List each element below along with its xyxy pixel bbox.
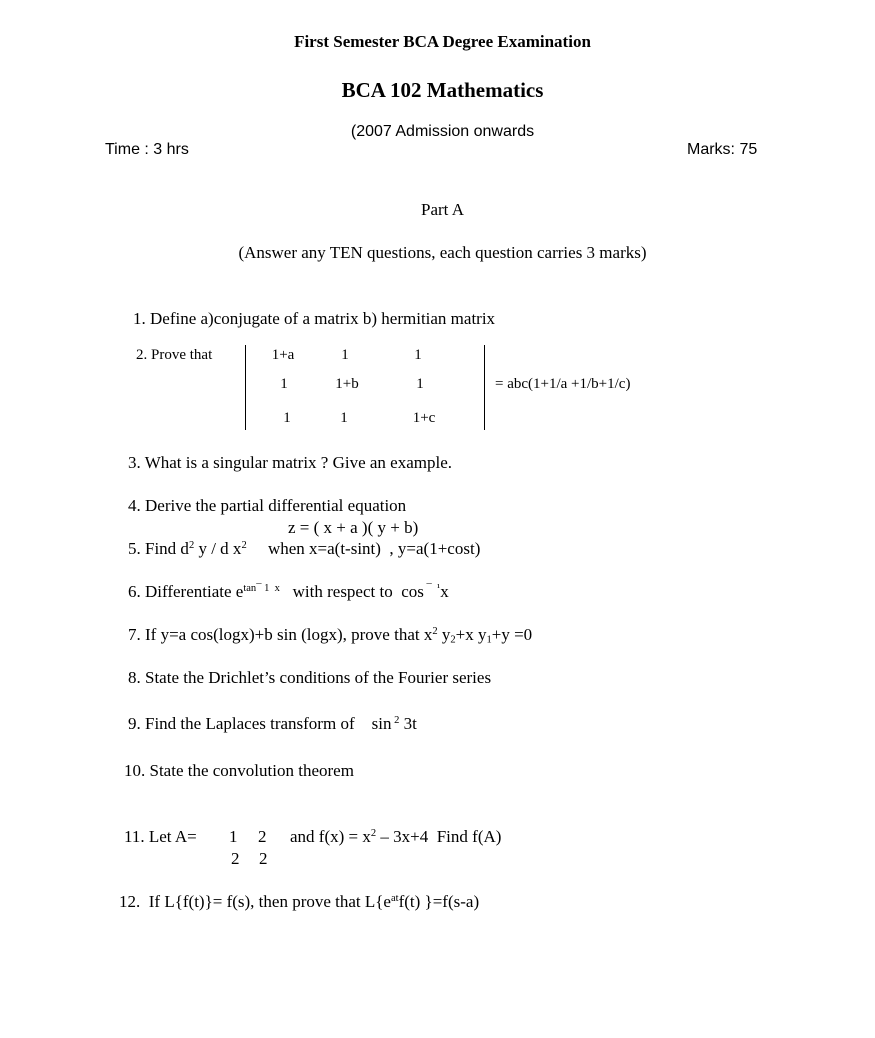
- question-11-function: and $f(x) = x^2 - 3x+4$ Find f(A): [290, 827, 502, 846]
- question-12: 12. If L{f(t)}= f(s), then prove that $L\{e^{at}f(t)$ }=f(s-a): [119, 892, 480, 911]
- question-2-label: 2. Prove that: [136, 347, 213, 363]
- determinant-right-bar: [484, 345, 485, 430]
- matrix-cell: 1: [416, 376, 424, 392]
- question-8: 8. State the Drichlet’s conditions of the Fourier series: [128, 668, 492, 687]
- matrix-cell: 1: [229, 827, 238, 846]
- matrix-cell: 1: [340, 410, 348, 426]
- exam-marks: Marks: 75: [687, 141, 758, 158]
- question-10: 10. State the convolution theorem: [124, 761, 354, 780]
- matrix-cell: 1: [341, 347, 349, 363]
- matrix-cell: 1: [283, 410, 291, 426]
- matrix-cell: 2: [259, 849, 268, 868]
- matrix-cell: 2: [231, 849, 240, 868]
- matrix-cell: 1: [414, 347, 422, 363]
- matrix-cell: 1+a: [271, 347, 295, 363]
- question-6: 6. Differentiate $e^{tan¯ 1 x}$ with respect to cos $^{¯ ^1}$x: [128, 582, 449, 601]
- matrix-cell: 2: [258, 827, 267, 846]
- question-4: 4. Derive the partial differential equation: [128, 496, 407, 515]
- course-title: BCA 102 Mathematics: [341, 78, 544, 102]
- exam-title: First Semester BCA Degree Examination: [294, 32, 591, 51]
- exam-time: Time : 3 hrs: [105, 141, 189, 158]
- matrix-cell: 1+b: [335, 376, 359, 392]
- question-11-lead: 11. Let A=: [124, 827, 197, 846]
- question-1: 1. Define a)conjugate of a matrix b) hermitian matrix: [133, 309, 496, 328]
- matrix-cell: 1+c: [412, 410, 436, 426]
- question-2-rhs: = abc(1+1/a +1/b+1/c): [495, 376, 631, 392]
- determinant-left-bar: [245, 345, 246, 430]
- part-a-title: Part A: [421, 200, 464, 219]
- part-a-instruction: (Answer any TEN questions, each question carries 3 marks): [238, 243, 647, 262]
- matrix-cell: 1: [280, 376, 288, 392]
- admission-note: (2007 Admission onwards: [350, 123, 535, 140]
- question-3: 3. What is a singular matrix ? Give an example.: [128, 453, 453, 472]
- question-9: 9. Find the Laplaces transform of sin $^2$ 3t: [128, 714, 417, 733]
- question-4-equation: z = ( x + a )( y + b): [288, 518, 419, 537]
- question-7: 7. If y=a cos(logx)+b sin (logx), prove that $x^2$ $y_2+x$ $y_1+y =0$: [128, 625, 533, 646]
- question-5: 5. Find $d^2$ y / d $x^2$ when x=a(t-sint) , y=a(1+cost): [128, 539, 481, 558]
